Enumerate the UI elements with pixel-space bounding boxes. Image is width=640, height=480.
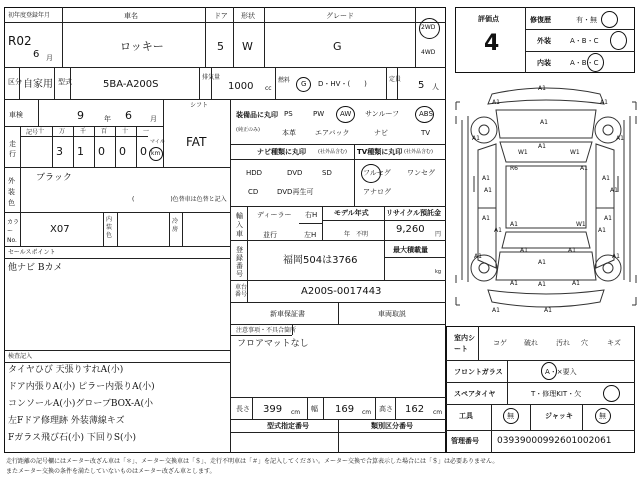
type-label: 型式	[58, 78, 72, 86]
length-unit: cm	[291, 409, 301, 416]
notes-value: フロアマットなし	[237, 339, 309, 349]
equipment-item: PS	[284, 110, 293, 118]
jack-value: 無	[599, 412, 606, 420]
model-year-value: 年 不明	[344, 231, 369, 238]
repair-label: 修復歴	[530, 16, 551, 24]
tools-value: 無	[507, 412, 514, 420]
fuel-label: 燃料	[278, 77, 291, 84]
equipment-item: PW	[313, 110, 325, 118]
mileage-divider	[73, 126, 74, 167]
displacement-label: 排気量	[202, 74, 221, 81]
damage-mark: A1	[472, 135, 480, 142]
mileage-digit: 3	[56, 145, 63, 158]
grade-value: G	[333, 40, 342, 53]
vehicle-manual: 車両取説	[378, 310, 406, 318]
mile-label: マイル	[150, 139, 165, 145]
spare-circle	[603, 385, 620, 402]
mileage-label: 走行	[9, 140, 16, 158]
equipment-item: 本革	[282, 129, 296, 137]
car-name-value: ロッキー	[120, 40, 164, 53]
damage-mark: A1	[538, 259, 546, 266]
mileage-digit-header: 一	[143, 128, 150, 135]
inspection-year: 9	[77, 109, 84, 122]
reg-year-label: 初年度登録年月	[8, 12, 51, 19]
equipment-item: エアバック	[315, 129, 350, 137]
capacity-value: 5	[418, 80, 425, 91]
recycle-unit: 円	[435, 231, 442, 238]
tv-circle	[361, 164, 381, 183]
spare-options: T・修理KIT・欠	[531, 390, 582, 398]
damage-mark: A1	[598, 227, 606, 234]
tv-sub: (社外品含む)	[404, 149, 433, 155]
damage-mark: A1	[492, 307, 500, 314]
tools-label: 工具	[459, 412, 473, 420]
inspector-line: コンソールA(小)グローブBOX-A(小	[8, 399, 154, 409]
damage-mark: W1	[518, 149, 528, 156]
height-label: 高さ	[379, 405, 393, 413]
damage-mark: A1	[544, 307, 552, 314]
damage-mark: R6	[510, 165, 518, 172]
inspector-line: ドア内張りA(小) ピラー内張りA(小)	[8, 382, 155, 392]
sales-value: 他ナビ Bカメ	[8, 263, 63, 273]
navi-item: CD	[248, 188, 259, 196]
mgmt-label: 管理番号	[451, 437, 479, 445]
damage-mark: A1	[568, 247, 576, 254]
colorno-value: X07	[50, 224, 70, 235]
damage-mark: A1	[492, 99, 500, 106]
rooms-item: 破れ	[524, 339, 538, 347]
max-load-label: 最大積載量	[393, 246, 428, 254]
damage-mark: A1	[602, 175, 610, 182]
inspector-line: タイヤひび 天張りすれA(小)	[8, 365, 124, 375]
exterior-grade-label: 外装	[537, 37, 551, 45]
equipment-item: ナビ	[374, 129, 388, 137]
kubun-label: 区分	[8, 78, 22, 86]
model-year-label: モデル年式	[334, 209, 369, 217]
car-diagram	[452, 80, 640, 325]
spare-label: スペアタイヤ	[454, 390, 496, 398]
tv-item: ワンセグ	[407, 169, 435, 177]
repair-options: 有・無	[576, 16, 597, 24]
max-load-unit: kg	[435, 269, 442, 275]
navi-item: HDD	[246, 169, 263, 177]
damage-mark: A1	[572, 280, 580, 287]
drive-4wd: 4WD	[421, 49, 436, 56]
width-value: 169	[335, 404, 355, 415]
mileage-digit: 0	[98, 145, 105, 158]
damage-mark: A1	[484, 187, 492, 194]
mgmt-value: 03939000992601002061	[497, 436, 612, 446]
tv-item: フルセグ	[363, 169, 391, 177]
shift-label: シフト	[190, 102, 209, 109]
mileage-divider	[115, 126, 116, 167]
damage-mark: A1	[616, 135, 624, 142]
equipment-item: TV	[421, 129, 431, 137]
mileage-divider	[136, 126, 137, 167]
equipment-circle	[415, 106, 434, 123]
navi-sub: (社外品含む)	[318, 149, 347, 155]
interior-grade-circle	[587, 53, 604, 72]
damage-mark: A1	[510, 280, 518, 287]
mileage-digit-header: 百	[101, 128, 108, 135]
mileage-divider	[52, 126, 53, 167]
damage-mark: A1	[510, 221, 518, 228]
exterior-color: ブラック	[36, 173, 72, 183]
chassis-value: A200S-0017443	[301, 286, 382, 297]
mileage-digit-header: 千	[80, 128, 87, 135]
width-label: 幅	[311, 405, 318, 413]
navi-item: SD	[322, 169, 332, 177]
reg-month-unit: 月	[46, 54, 53, 62]
damage-mark: A1	[612, 253, 620, 260]
plate-value: 福岡504は3766	[283, 255, 358, 266]
capacity-unit: 人	[432, 83, 439, 91]
equipment-circle	[336, 106, 355, 123]
inspection-label: 車検	[9, 111, 23, 119]
damage-mark: W1	[570, 149, 580, 156]
inspection-month-unit: 月	[150, 115, 157, 123]
height-unit: cm	[433, 409, 443, 416]
height-value: 162	[405, 404, 425, 415]
ac-label: 冷房	[172, 218, 179, 233]
import-left: 左H	[304, 231, 317, 239]
eval-score: 4	[484, 31, 500, 56]
reg-month-value: 6	[33, 49, 40, 60]
inspector-label: 検査記入	[8, 353, 33, 360]
equipment-item: サンルーフ	[365, 110, 400, 118]
model-no-label: 型式指定番号	[267, 422, 309, 430]
shape-label: 形状	[241, 12, 255, 20]
navi-item: DVD	[287, 169, 303, 177]
import-label: 輸入車	[236, 212, 243, 238]
import-dealer: ディーラー	[257, 211, 292, 219]
displacement-unit: cc	[265, 85, 272, 92]
exterior-grades: A・B・C	[570, 37, 599, 45]
equipment-item: AW	[340, 110, 352, 118]
damage-mark: A1	[520, 247, 528, 254]
rooms-item: 汚れ	[556, 339, 570, 347]
grade-label: グレード	[326, 12, 354, 20]
exterior-grade-circle	[610, 31, 627, 50]
shape-value: W	[242, 40, 253, 53]
damage-mark: A1	[540, 119, 548, 126]
type-value: 5BA-A200S	[103, 79, 159, 90]
front-glass-circle	[541, 362, 557, 380]
mileage-digit: 1	[77, 145, 84, 158]
length-value: 399	[263, 404, 283, 415]
fuel-other: D・HV・( )	[318, 80, 367, 88]
equipment-label: 装備品に丸印	[236, 111, 278, 119]
door-label: ドア	[214, 12, 228, 20]
width-unit: cm	[362, 409, 372, 416]
mileage-idx-label: 記号	[26, 129, 39, 136]
mileage-digit: 0	[140, 145, 147, 158]
car-name-label: 車名	[124, 12, 138, 20]
damage-mark: W1	[576, 221, 586, 228]
plate-label: 登録番号	[236, 246, 243, 278]
tv-label: TV種類に丸印	[357, 148, 403, 156]
capacity-label: 定員	[389, 76, 402, 83]
inspection-year-unit: 年	[104, 115, 111, 123]
damage-mark: A1	[482, 175, 490, 182]
length-label: 長さ	[236, 405, 250, 413]
tv-item: アナログ	[363, 188, 391, 196]
class-no-label: 類別区分番号	[371, 422, 413, 430]
eval-label: 評価点	[478, 15, 499, 23]
exterior-note: ( )色替車は色替と記入	[132, 196, 227, 203]
inspector-line: Fガラス飛び石(小) 下回りS(小)	[8, 433, 137, 443]
exterior-label: 外装色	[8, 177, 15, 207]
rooms-item: キズ	[607, 339, 621, 347]
colorno-label: カラー No.	[7, 219, 20, 244]
new-car-warranty: 新車保証書	[270, 310, 305, 318]
damage-mark: A1	[482, 215, 490, 222]
mileage-digit: 0	[119, 145, 126, 158]
inspector-line: 左Fドア修理跡 外装薄線キズ	[8, 416, 125, 426]
damage-mark: A1	[494, 227, 502, 234]
mileage-digit-header: 十	[122, 128, 129, 135]
inspection-month: 6	[125, 109, 132, 122]
damage-mark: A1	[610, 187, 618, 194]
damage-mark: A1	[604, 215, 612, 222]
damage-mark: A1	[538, 143, 546, 150]
recycle-value: 9,260	[396, 224, 425, 235]
door-value: 5	[217, 40, 224, 53]
footer-line1: 走行距離の記号欄にはメーター改ざん車は「＊」、メーター交換車は「＄」、走行不明車は「＃」を記入してください。メーター交換で合算表示した場合には「＄」は必要ありません。	[6, 458, 499, 465]
interior-color-label: 内装色	[106, 216, 113, 239]
import-parallel: 並行	[263, 231, 277, 239]
mileage-digit-header: 万	[59, 128, 66, 135]
import-right: 右H	[305, 211, 318, 219]
damage-mark: A1	[474, 253, 482, 260]
fuel-g: G	[301, 80, 307, 88]
sales-label: セールスポイント	[8, 249, 56, 256]
damage-mark: A1	[600, 99, 608, 106]
interior-grade-label: 内装	[537, 59, 551, 67]
damage-mark: A1	[538, 281, 546, 288]
mileage-digit-header: 十	[38, 128, 45, 135]
damage-mark: A1	[580, 165, 588, 172]
kubun-value: 自家用	[23, 79, 53, 90]
drive-2wd: 2WD	[421, 24, 436, 31]
navi-label: ナビ種類に丸印	[257, 148, 306, 156]
jack-label: ジャッキ	[545, 412, 573, 420]
equipment-sublabel: (純正のみ)	[236, 127, 260, 133]
km-label: km	[151, 150, 161, 157]
footer-line2: またメーター交換の条件を満たしていないものはメーター改ざん車とします。	[6, 468, 216, 475]
repair-circle	[601, 11, 618, 28]
displacement-value: 1000	[228, 81, 254, 92]
notes-label: 注意事項・不具合箇所	[236, 327, 297, 334]
navi-item: DVD再生可	[277, 188, 314, 196]
reg-year-value: R02	[8, 34, 32, 48]
interior-grades: A・B・C	[570, 59, 599, 67]
shift-value: FAT	[186, 135, 207, 149]
damage-mark: A1	[538, 85, 546, 92]
front-glass-label: フロントガラス	[454, 368, 503, 376]
equipment-item: ABS	[419, 110, 433, 118]
chassis-label: 車台番号	[235, 284, 248, 298]
front-glass-options: A・×要入	[545, 368, 577, 376]
rooms-label: 室内シート	[454, 334, 475, 353]
rooms-item: 穴	[581, 339, 588, 347]
mileage-divider	[94, 126, 95, 167]
rooms-item: コゲ	[493, 339, 507, 347]
recycle-label: リサイクル預託金	[386, 209, 442, 217]
